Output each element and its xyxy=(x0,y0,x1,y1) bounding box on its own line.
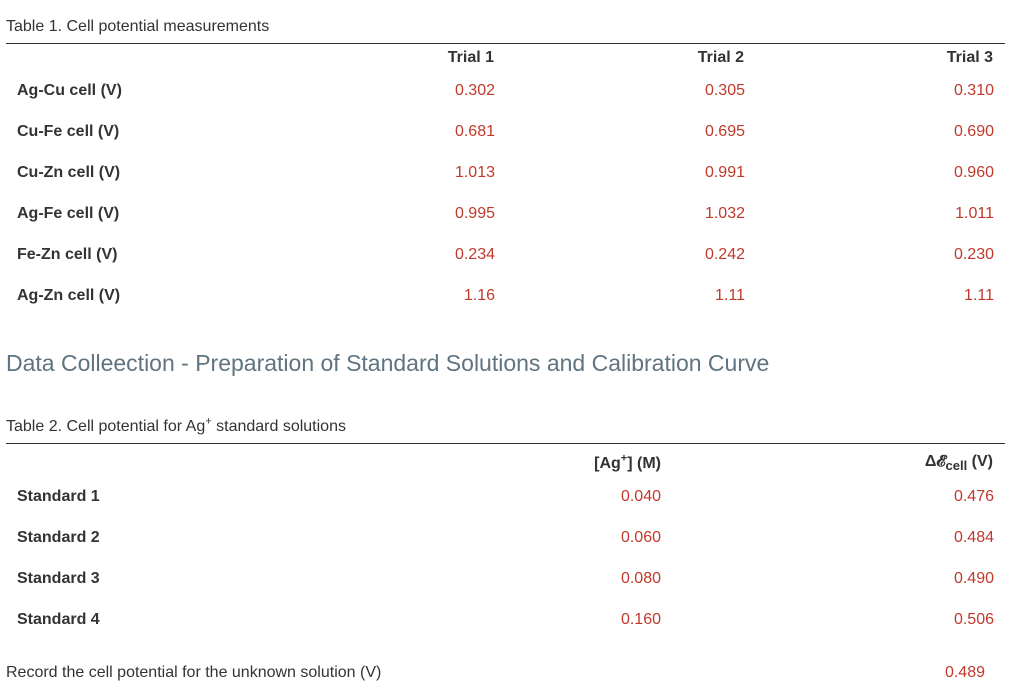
table1-cell: 0.995 xyxy=(454,205,495,222)
table2-potential-cell: 0.490 xyxy=(953,570,994,587)
section-title: Data Colleection - Preparation of Standard Solutions and Calibration Curve xyxy=(6,350,770,376)
table1-cell: 0.690 xyxy=(953,123,994,140)
table2-row-label: Standard 3 xyxy=(17,570,100,587)
table1-row-label: Ag-Cu cell (V) xyxy=(17,82,122,99)
table1-row-label: Cu-Zn cell (V) xyxy=(17,164,121,181)
table2-potential-cell: 0.476 xyxy=(953,488,994,505)
table1-header-trial2: Trial 2 xyxy=(697,49,744,66)
table2-caption-prefix: Table 2. Cell potential for Ag xyxy=(6,418,206,435)
table2-row-label: Standard 4 xyxy=(17,611,100,628)
table2-row-label: Standard 2 xyxy=(17,529,100,546)
table1-cell: 0.230 xyxy=(953,246,994,263)
table2-caption xyxy=(6,415,346,436)
table1-caption: Table 1. Cell potential measurements xyxy=(6,18,270,35)
table2-conc-cell: 0.080 xyxy=(620,570,661,587)
unknown-value: 0.489 xyxy=(944,664,985,681)
table1-row-label: Ag-Fe cell (V) xyxy=(17,205,120,222)
table2-header-pot-suffix: (V) xyxy=(967,453,993,470)
table2-caption-suffix: standard solutions xyxy=(211,418,346,435)
table2-conc-cell: 0.160 xyxy=(620,611,661,628)
table2-potential-cell: 0.506 xyxy=(953,611,994,628)
table2-conc-cell: 0.060 xyxy=(620,529,661,546)
table1-cell: 0.305 xyxy=(704,82,745,99)
table2-header-pot-sub: cell xyxy=(945,458,968,474)
table1-cell: 0.234 xyxy=(454,246,495,263)
table2-header-pot-prefix: Δ𝓔 xyxy=(924,453,946,470)
table1-cell: 1.011 xyxy=(955,205,994,222)
table2-header-conc-suffix: ] (M) xyxy=(627,455,661,472)
table1-row-label: Cu-Fe cell (V) xyxy=(17,123,120,140)
table1-cell: 0.302 xyxy=(454,82,495,99)
table2-row-label: Standard 1 xyxy=(17,488,100,505)
table1-top-rule xyxy=(6,43,1005,44)
table2-header-potential xyxy=(860,453,993,474)
table1-cell: 0.960 xyxy=(953,164,994,181)
table2-top-rule xyxy=(6,443,1005,444)
table1-cell: 1.16 xyxy=(463,287,495,304)
table2-conc-cell: 0.040 xyxy=(620,488,661,505)
table1-row-label: Fe-Zn cell (V) xyxy=(17,246,118,263)
table2-header-conc-prefix: [Ag xyxy=(594,455,621,472)
table1-cell: 1.11 xyxy=(715,287,745,304)
table1-row-label: Ag-Zn cell (V) xyxy=(17,287,121,304)
unknown-label: Record the cell potential for the unknown solution (V) xyxy=(6,664,382,681)
table2-caption-sup: + xyxy=(205,415,212,428)
table1-cell: 0.310 xyxy=(953,82,994,99)
table2-potential-cell: 0.484 xyxy=(953,529,994,546)
table1-cell: 1.032 xyxy=(704,205,745,222)
table1-header-trial1: Trial 1 xyxy=(447,49,494,66)
table2-header-concentration xyxy=(540,452,661,473)
table1-cell: 1.11 xyxy=(964,287,994,304)
table1-cell: 0.242 xyxy=(704,246,745,263)
table1-cell: 0.681 xyxy=(454,123,495,140)
table1-cell: 0.695 xyxy=(704,123,745,140)
table1-cell: 0.991 xyxy=(704,164,745,181)
table2-header-conc-sup: + xyxy=(620,452,628,465)
table1-header-trial3: Trial 3 xyxy=(946,49,993,66)
table1-cell: 1.013 xyxy=(454,164,495,181)
